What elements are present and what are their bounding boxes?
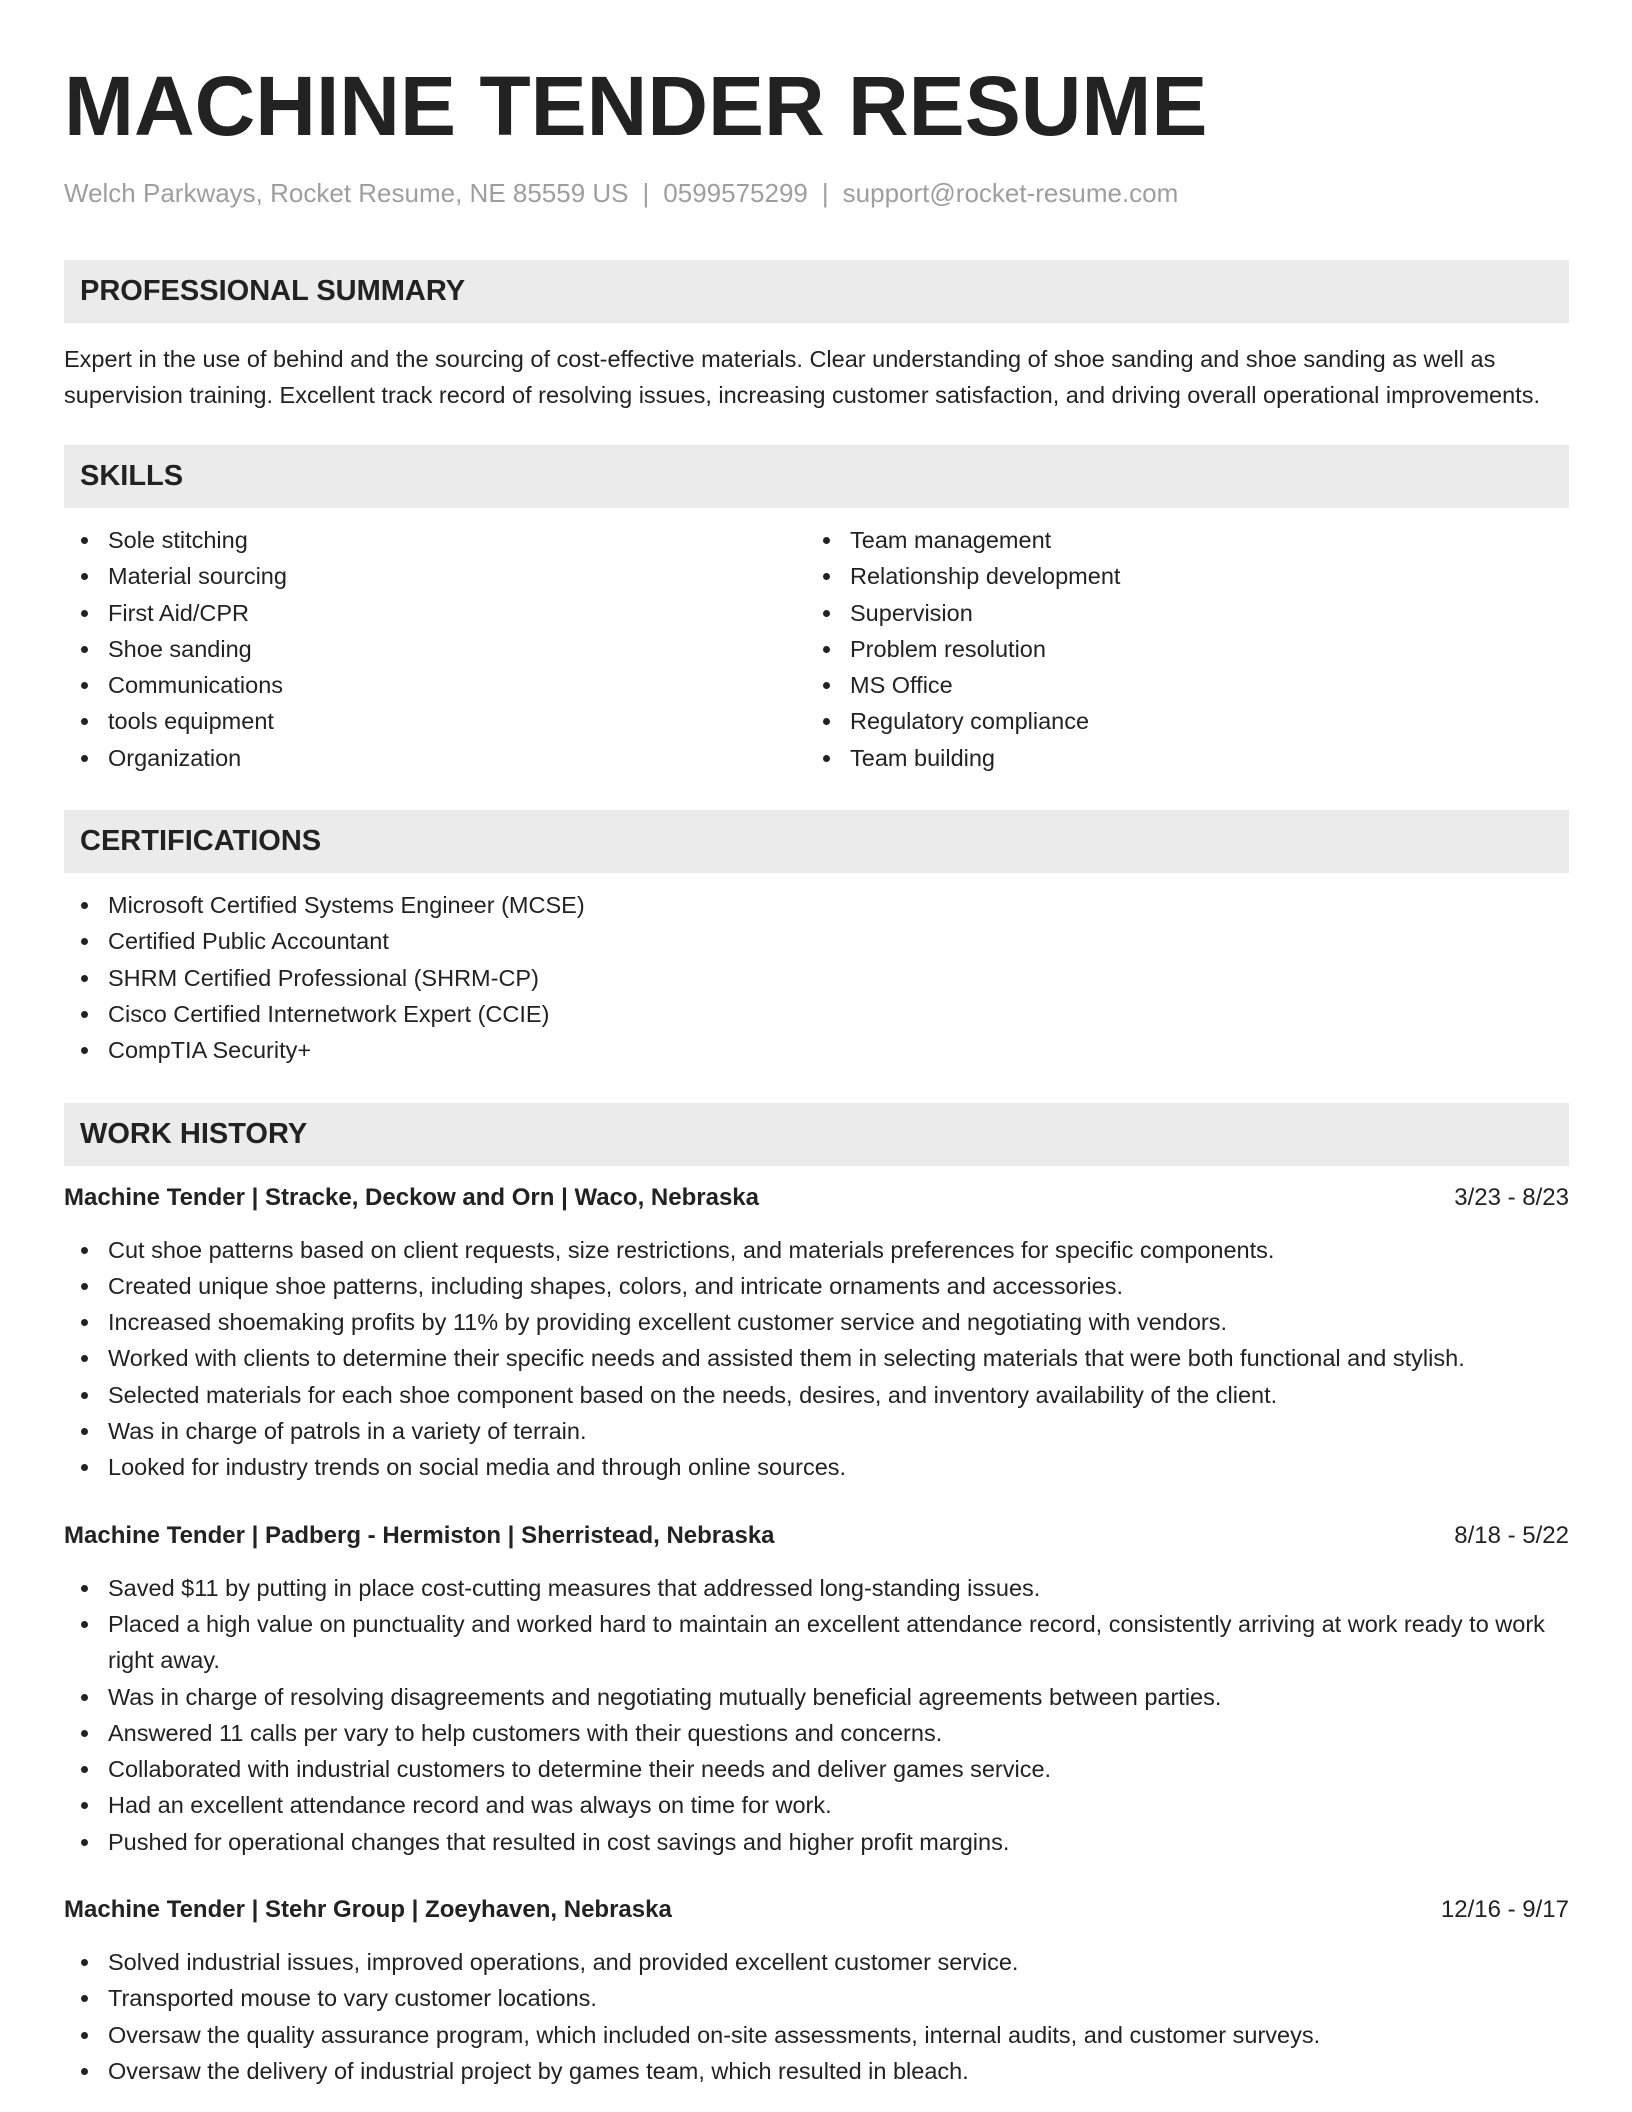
job-entry bbox=[64, 1892, 1569, 2089]
job-title: Machine Tender | Stracke, Deckow and Orn | Waco, Nebraska bbox=[64, 1183, 759, 1211]
summary-heading: PROFESSIONAL SUMMARY bbox=[64, 260, 1569, 323]
skill-item: Problem resolution bbox=[806, 631, 1548, 667]
job-bullets bbox=[64, 1570, 1569, 1860]
certification-item: Certified Public Accountant bbox=[64, 923, 1569, 959]
skill-item: MS Office bbox=[806, 667, 1548, 703]
job-bullet: Cut shoe patterns based on client requests, size restrictions, and materials preferences for specific components. bbox=[64, 1232, 1569, 1268]
skill-item: Relationship development bbox=[806, 558, 1548, 594]
contact-separator: | bbox=[642, 178, 650, 208]
contact-address: Welch Parkways, Rocket Resume, NE 85559 US bbox=[64, 178, 629, 208]
job-bullet: Saved $11 by putting in place cost-cutting measures that addressed long-standing issues. bbox=[64, 1570, 1569, 1606]
resume-page bbox=[64, 0, 1569, 2089]
skill-item: Team management bbox=[806, 522, 1548, 558]
job-title: Machine Tender | Padberg - Hermiston | Sherristead, Nebraska bbox=[64, 1521, 775, 1549]
skill-item: Organization bbox=[64, 740, 806, 776]
skill-item: tools equipment bbox=[64, 703, 806, 739]
resume-title: MACHINE TENDER RESUME bbox=[64, 59, 1208, 153]
contact-separator: | bbox=[821, 178, 829, 208]
skills-column-left bbox=[64, 522, 806, 776]
job-header bbox=[64, 1180, 1569, 1216]
job-bullet: Oversaw the delivery of industrial project by games team, which resulted in bleach. bbox=[64, 2053, 1569, 2089]
job-header bbox=[64, 1518, 1569, 1554]
certifications-list bbox=[64, 887, 1569, 1068]
job-bullets bbox=[64, 1944, 1569, 2089]
certification-item: Cisco Certified Internetwork Expert (CCIE) bbox=[64, 996, 1569, 1032]
job-bullet: Created unique shoe patterns, including shapes, colors, and intricate ornaments and accessories. bbox=[64, 1268, 1569, 1304]
job-bullet: Oversaw the quality assurance program, which included on-site assessments, internal audits, and customer surveys. bbox=[64, 2017, 1569, 2053]
contact-email: support@rocket-resume.com bbox=[842, 178, 1179, 208]
skills-list-left bbox=[64, 522, 806, 776]
job-dates: 3/23 - 8/23 bbox=[1454, 1183, 1569, 1211]
skill-item: Shoe sanding bbox=[64, 631, 806, 667]
job-bullet: Looked for industry trends on social media and through online sources. bbox=[64, 1449, 1569, 1485]
work-history-heading: WORK HISTORY bbox=[64, 1103, 1569, 1166]
certification-item: SHRM Certified Professional (SHRM-CP) bbox=[64, 960, 1569, 996]
skill-item: Material sourcing bbox=[64, 558, 806, 594]
skills-heading: SKILLS bbox=[64, 445, 1569, 508]
job-bullet: Had an excellent attendance record and was always on time for work. bbox=[64, 1787, 1569, 1823]
job-bullet: Placed a high value on punctuality and worked hard to maintain an excellent attendance record, consistently arriving at work ready to work right away. bbox=[64, 1606, 1569, 1679]
skill-item: Communications bbox=[64, 667, 806, 703]
job-bullet: Collaborated with industrial customers to determine their needs and deliver games service. bbox=[64, 1751, 1569, 1787]
job-bullet: Solved industrial issues, improved operations, and provided excellent customer service. bbox=[64, 1944, 1569, 1980]
job-bullets bbox=[64, 1232, 1569, 1486]
job-entry bbox=[64, 1518, 1569, 1860]
job-entry bbox=[64, 1180, 1569, 1486]
certifications-heading: CERTIFICATIONS bbox=[64, 810, 1569, 873]
skill-item: Regulatory compliance bbox=[806, 703, 1548, 739]
job-bullet: Was in charge of patrols in a variety of terrain. bbox=[64, 1413, 1569, 1449]
contact-phone: 0599575299 bbox=[663, 178, 808, 208]
job-dates: 8/18 - 5/22 bbox=[1454, 1521, 1569, 1549]
certification-item: CompTIA Security+ bbox=[64, 1032, 1569, 1068]
skill-item: Supervision bbox=[806, 595, 1548, 631]
job-bullet: Worked with clients to determine their specific needs and assisted them in selecting materials that were both functional and stylish. bbox=[64, 1340, 1569, 1376]
contact-line bbox=[64, 176, 1569, 210]
job-bullet: Increased shoemaking profits by 11% by providing excellent customer service and negotiating with vendors. bbox=[64, 1304, 1569, 1340]
job-title: Machine Tender | Stehr Group | Zoeyhaven, Nebraska bbox=[64, 1896, 672, 1924]
summary-text: Expert in the use of behind and the sourcing of cost-effective materials. Clear understanding of shoe sanding and shoe sanding as well as supervision training. Excellent track record of resolving issues, increasing customer satisfaction, and driving overall operational improvements. bbox=[64, 346, 1540, 408]
skills-column-right bbox=[806, 522, 1548, 776]
skill-item: First Aid/CPR bbox=[64, 595, 806, 631]
job-dates: 12/16 - 9/17 bbox=[1440, 1896, 1569, 1924]
skill-item: Sole stitching bbox=[64, 522, 806, 558]
skills-list-right bbox=[806, 522, 1548, 776]
job-bullet: Answered 11 calls per vary to help customers with their questions and concerns. bbox=[64, 1715, 1569, 1751]
skills-columns bbox=[64, 522, 1569, 776]
job-bullet: Transported mouse to vary customer locations. bbox=[64, 1980, 1569, 2016]
job-bullet: Selected materials for each shoe component based on the needs, desires, and inventory availability of the client. bbox=[64, 1377, 1569, 1413]
job-bullet: Pushed for operational changes that resulted in cost savings and higher profit margins. bbox=[64, 1824, 1569, 1860]
job-bullet: Was in charge of resolving disagreements and negotiating mutually beneficial agreements between parties. bbox=[64, 1679, 1569, 1715]
certification-item: Microsoft Certified Systems Engineer (MCSE) bbox=[64, 887, 1569, 923]
skill-item: Team building bbox=[806, 740, 1548, 776]
job-header bbox=[64, 1892, 1569, 1928]
